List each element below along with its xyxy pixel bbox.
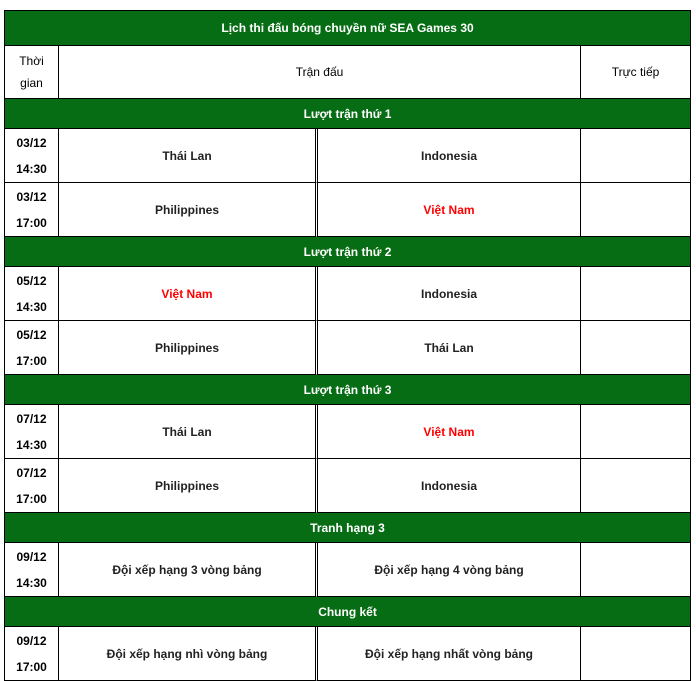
round-row [5,99,691,129]
match-time: 14:30 [16,299,47,314]
match-time: 17:00 [16,215,47,230]
away-team: Đội xếp hạng 4 vòng bảng [318,543,581,597]
live-cell [581,459,691,513]
schedule-container [4,10,690,681]
away-team: Việt Nam [318,405,581,459]
home-team: Việt Nam [59,267,318,321]
header-row [5,46,691,99]
home-team: Philippines [59,459,318,513]
time-header-line2: gian [20,76,43,90]
match-time-cell [5,459,59,513]
table-row [5,627,691,681]
match-time-cell [5,543,59,597]
home-team: Thái Lan [59,129,318,183]
match-time-cell [5,405,59,459]
match-header: Trận đấu [59,46,581,99]
match-date: 03/12 [16,135,47,150]
round-row [5,375,691,405]
away-team: Thái Lan [318,321,581,375]
live-cell [581,183,691,237]
match-time-cell [5,267,59,321]
match-date: 03/12 [16,189,47,204]
round-label: Lượt trận thứ 1 [5,99,691,129]
live-cell [581,321,691,375]
round-row [5,597,691,627]
table-row [5,459,691,513]
table-row [5,321,691,375]
live-header: Trực tiếp [581,46,691,99]
match-time: 14:30 [16,575,47,590]
table-row [5,543,691,597]
home-team: Philippines [59,183,318,237]
home-team: Thái Lan [59,405,318,459]
home-team: Philippines [59,321,318,375]
table-row [5,405,691,459]
match-time-cell [5,183,59,237]
title-row [5,11,691,46]
live-cell [581,267,691,321]
table-row [5,267,691,321]
time-header [5,46,59,99]
away-team: Indonesia [318,267,581,321]
live-cell [581,129,691,183]
away-team: Indonesia [318,459,581,513]
match-time: 17:00 [16,353,47,368]
home-team: Đội xếp hạng 3 vòng bảng [59,543,318,597]
match-date: 09/12 [16,633,47,648]
table-row [5,183,691,237]
match-time: 17:00 [16,659,47,674]
match-date: 09/12 [16,549,47,564]
match-time-cell [5,129,59,183]
match-date: 07/12 [16,411,47,426]
home-team: Đội xếp hạng nhì vòng bảng [59,627,318,681]
round-label: Lượt trận thứ 2 [5,237,691,267]
match-date: 07/12 [16,465,47,480]
round-row [5,237,691,267]
live-cell [581,543,691,597]
away-team: Đội xếp hạng nhất vòng bảng [318,627,581,681]
away-team: Việt Nam [318,183,581,237]
live-cell [581,627,691,681]
schedule-body [5,11,691,681]
match-time: 17:00 [16,491,47,506]
match-date: 05/12 [16,327,47,342]
live-cell [581,405,691,459]
match-time-cell [5,627,59,681]
round-label: Lượt trận thứ 3 [5,375,691,405]
time-header-line1: Thời [19,54,44,68]
round-label: Tranh hạng 3 [5,513,691,543]
table-row [5,129,691,183]
match-time: 14:30 [16,437,47,452]
schedule-table [4,10,691,681]
match-time: 14:30 [16,161,47,176]
round-label: Chung kết [5,597,691,627]
table-title: Lịch thi đấu bóng chuyền nữ SEA Games 30 [5,11,691,46]
round-row [5,513,691,543]
away-team: Indonesia [318,129,581,183]
match-time-cell [5,321,59,375]
match-date: 05/12 [16,273,47,288]
